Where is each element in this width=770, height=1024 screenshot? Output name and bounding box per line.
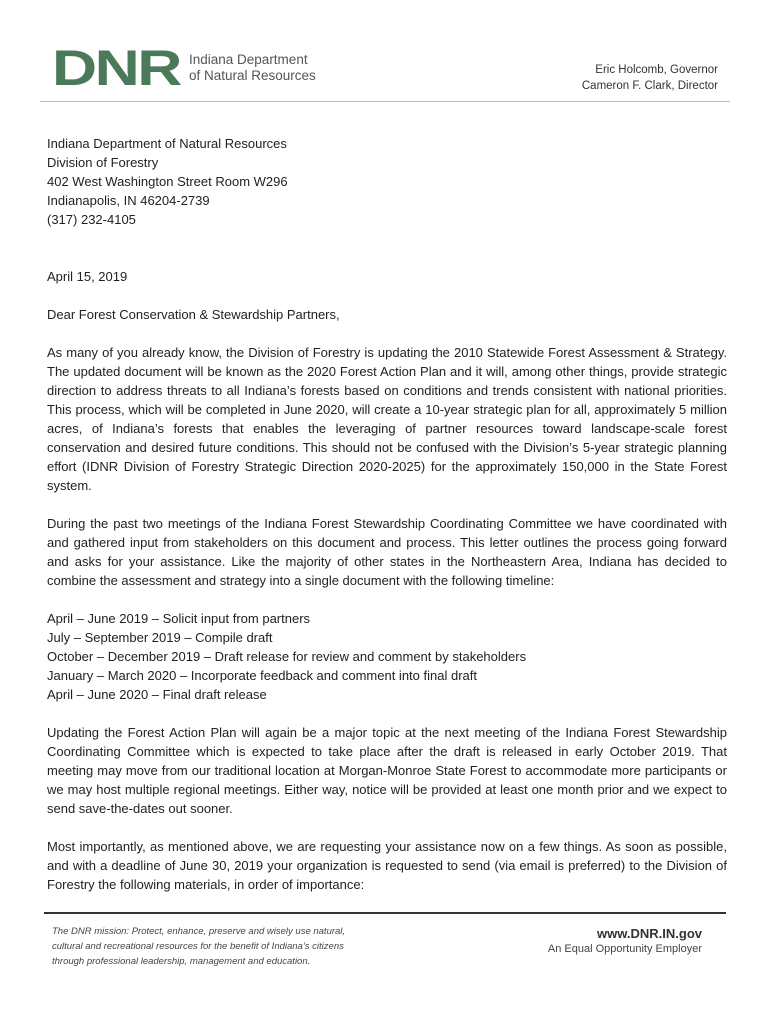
logo-mark: DNR xyxy=(52,40,180,96)
dnr-logo xyxy=(52,40,316,96)
letter-date: April 15, 2019 xyxy=(47,269,128,284)
address-line: Indianapolis, IN 46204-2739 xyxy=(47,193,210,208)
timeline-list xyxy=(47,609,727,704)
mission-statement xyxy=(52,924,345,969)
address-line: (317) 232-4105 xyxy=(47,212,136,227)
address-line: 402 West Washington Street Room W296 xyxy=(47,174,288,189)
paragraph: During the past two meetings of the Indiana Forest Stewardship Coordinating Committee we have coordinated with and gathered input from stakeholders on this document and process. This letter outlines the process going forward and asks for your assistance. Like the majority of other states in the Northeastern Area, Indiana has decided to combine the assessment and strategy into a single document with the following timeline: xyxy=(47,516,727,588)
address-line: Division of Forestry xyxy=(47,155,159,170)
footer-divider xyxy=(44,912,726,914)
governor: Eric Holcomb, Governor xyxy=(595,64,718,76)
paragraph: Most importantly, as mentioned above, we are requesting your assistance now on a few things. As soon as possible, and with a deadline of June 30, 2019 your organization is requested to send (via email is preferred) to the Division of Forestry the following materials, in order of importance: xyxy=(47,839,727,892)
officials xyxy=(582,62,718,94)
timeline-item: July – September 2019 – Compile draft xyxy=(47,630,273,645)
mission-line: through professional leadership, management and education. xyxy=(52,956,311,967)
paragraph: Updating the Forest Action Plan will again be a major topic at the next meeting of the Indiana Forest Stewardship Coordinating Committee which is expected to take place after the draft is released in early October 2019. That meeting may move from our traditional location at Morgan-Monroe State Forest to accommodate more participants or we may host multiple regional meetings. Either way, notice will be provided at least one month prior and we expect to send save-the-dates out sooner. xyxy=(47,725,727,816)
eoe-text: An Equal Opportunity Employer xyxy=(547,943,702,955)
paragraph: As many of you already know, the Division of Forestry is updating the 2010 Statewide Forest Assessment & Strategy. The updated document will be known as the 2020 Forest Action Plan and it will, among other things, provide strategic direction to address threats to all Indiana’s forests based on conditions and trends consistent with national priorities. This process, which will be completed in June 2020, will create a 10-year strategic plan for all, approximately 5 million acres, of Indiana’s forests that enables the leveraging of partner resources toward landscape-scale forest conservation and desired future conditions. This should not be confused with the Division’s 5-year strategic planning effort (IDNR Division of Forestry Strategic Direction 2020-2025) for the approximately 150,000 in the State Forest system. xyxy=(47,345,727,493)
mission-line: cultural and recreational resources for the benefit of Indiana’s citizens xyxy=(52,941,344,952)
footer-contact xyxy=(548,926,702,955)
mission-line: The DNR mission: Protect, enhance, preserve and wisely use natural, xyxy=(52,926,346,937)
address-block xyxy=(47,134,727,229)
logo-line: Indiana Department xyxy=(189,52,308,67)
timeline-item: April – June 2020 – Final draft release xyxy=(47,687,267,702)
timeline-item: January – March 2020 – Incorporate feedback and comment into final draft xyxy=(47,668,477,683)
letter-body xyxy=(47,134,727,913)
address-line: Indiana Department of Natural Resources xyxy=(47,136,287,151)
director: Cameron F. Clark, Director xyxy=(581,80,718,92)
salutation: Dear Forest Conservation & Stewardship Partners, xyxy=(47,307,340,322)
website-link[interactable]: www.DNR.IN.gov xyxy=(597,926,702,941)
logo-line: of Natural Resources xyxy=(189,68,316,83)
header-divider xyxy=(40,101,730,102)
timeline-item: October – December 2019 – Draft release for review and comment by stakeholders xyxy=(47,649,527,664)
timeline-item: April – June 2019 – Solicit input from partners xyxy=(47,611,311,626)
